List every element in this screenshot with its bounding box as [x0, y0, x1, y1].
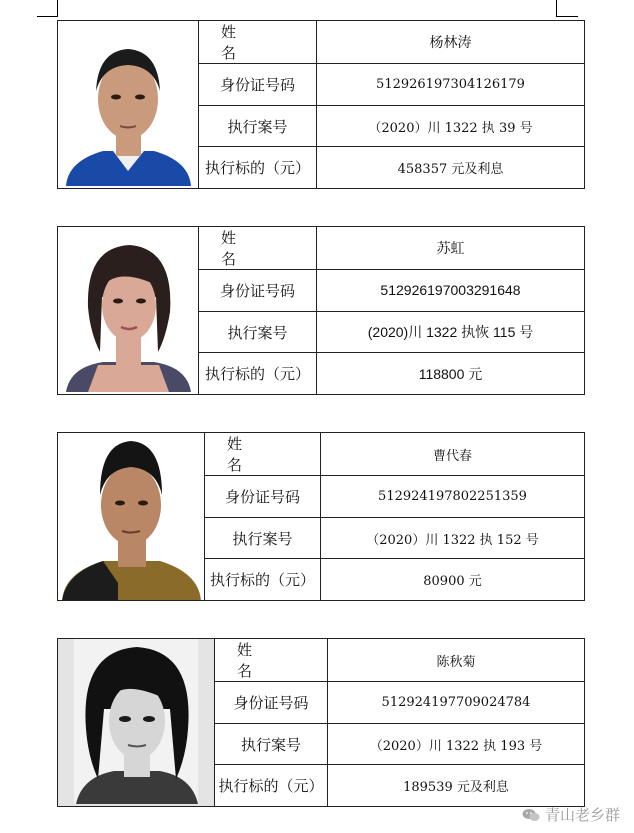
watermark-text: 青山老乡群 [544, 806, 620, 824]
case-label: 执行案号 [199, 312, 317, 353]
watermark [522, 804, 620, 825]
person-record-1 [57, 20, 585, 189]
id-row [199, 64, 584, 106]
amount-row [199, 147, 584, 188]
case-value: （2020）川 1322 执 39 号 [368, 120, 533, 136]
amount-label: 执行标的（元） [199, 147, 317, 188]
id-row [199, 270, 584, 312]
page-corner-mark-left-v [57, 0, 58, 17]
page-corner-mark-right [556, 16, 578, 17]
id-label: 身份证号码 [205, 476, 321, 517]
case-row [215, 724, 584, 766]
wechat-icon [522, 808, 540, 822]
name-row [199, 227, 584, 270]
name-row [215, 639, 584, 682]
page-corner-mark-right-v [556, 0, 557, 17]
amount-label: 执行标的（元） [199, 353, 317, 394]
name-label: 姓 名 [215, 639, 328, 681]
name-row [205, 433, 584, 476]
id-label: 身份证号码 [199, 270, 317, 311]
case-label: 执行案号 [205, 518, 321, 559]
case-row [199, 106, 584, 148]
id-value: 512924197709024784 [381, 694, 531, 710]
female-portrait-image [58, 639, 215, 806]
person-photo-1 [58, 21, 199, 188]
case-value: （2020）川 1322 执 152 号 [366, 532, 539, 548]
person-record-2 [57, 226, 585, 395]
name-label: 姓 名 [205, 433, 321, 475]
name-value: 曹代春 [432, 448, 472, 464]
id-row [205, 476, 584, 518]
page-corner-mark-left [37, 16, 57, 17]
amount-label: 执行标的（元） [215, 765, 328, 806]
female-portrait-image [58, 227, 199, 394]
amount-value: 189539 元及利息 [403, 780, 509, 796]
case-label: 执行案号 [199, 106, 317, 147]
name-value: 苏虹 [436, 241, 465, 257]
male-portrait-image [58, 21, 199, 188]
amount-value: 80900 元 [423, 574, 482, 590]
amount-value: 458357 元及利息 [397, 162, 504, 178]
case-row [205, 518, 584, 560]
person-photo-4 [58, 639, 215, 806]
amount-row [205, 559, 584, 600]
person-photo-2 [58, 227, 199, 394]
name-label: 姓 名 [199, 21, 317, 63]
case-row [199, 312, 584, 354]
person-photo-3 [58, 433, 205, 600]
person-record-4 [57, 638, 585, 807]
id-value: 512926197304126179 [376, 76, 525, 92]
amount-label: 执行标的（元） [205, 559, 321, 600]
case-value: (2020)川 1322 执恢 115 号 [367, 324, 534, 340]
id-value: 512926197003291648 [380, 282, 521, 299]
id-label: 身份证号码 [199, 64, 317, 105]
case-label: 执行案号 [215, 724, 328, 765]
name-value: 杨林涛 [429, 35, 472, 51]
id-row [215, 682, 584, 724]
case-value: （2020）川 1322 执 193 号 [369, 738, 543, 754]
amount-row [199, 353, 584, 394]
name-value: 陈秋菊 [436, 654, 476, 670]
id-value: 512924197802251359 [378, 488, 527, 504]
person-record-3 [57, 432, 585, 601]
name-label: 姓 名 [199, 227, 317, 269]
amount-value: 118800 元 [418, 365, 483, 382]
name-row [199, 21, 584, 64]
id-label: 身份证号码 [215, 682, 328, 723]
amount-row [215, 765, 584, 806]
male-portrait-image [58, 433, 205, 600]
